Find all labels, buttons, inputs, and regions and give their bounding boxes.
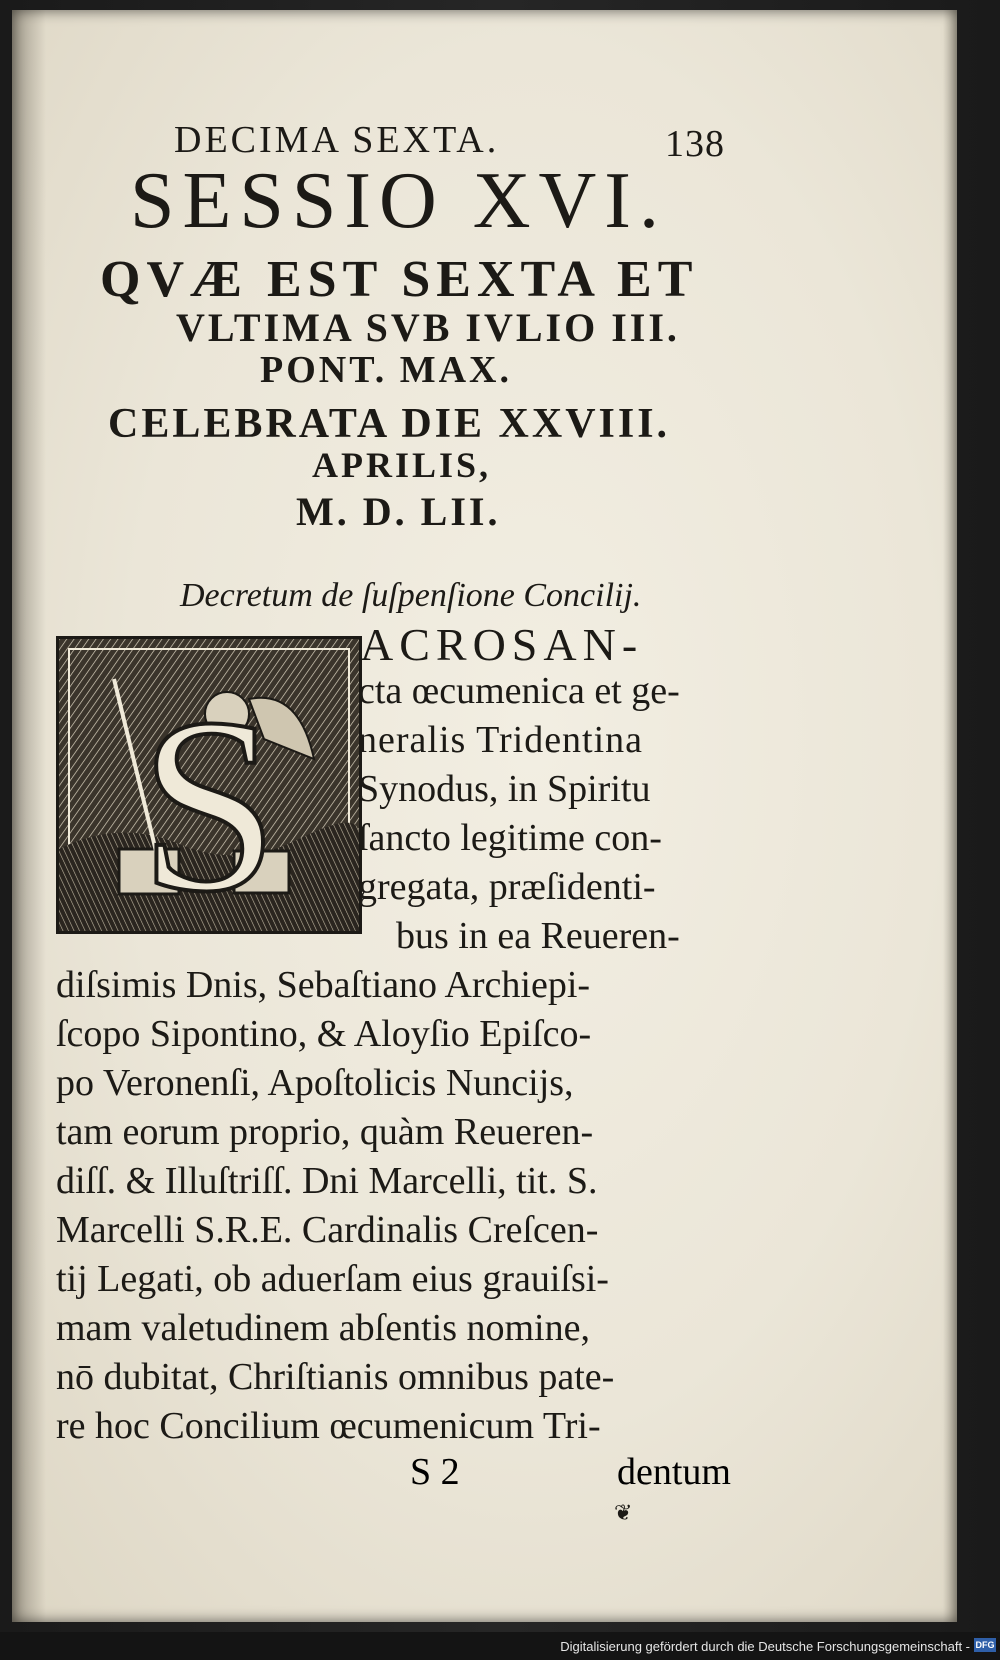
body-line: neralis Tridentina — [358, 719, 644, 761]
decree-heading: Decretum de ſuſpenſione Concilij. — [180, 577, 642, 614]
body-line: ACROSAN- — [360, 619, 644, 670]
initial-letter: S — [139, 667, 279, 931]
subtitle-line-2: VLTIMA SVB IVLIO III. — [176, 305, 680, 350]
book-page — [12, 10, 957, 1622]
body-line: cta œcumenica et ge- — [358, 670, 680, 712]
signature-mark: S 2 — [410, 1451, 460, 1493]
digitization-credit: Digitalisierung gefördert durch die Deutsche Forschungsgemeinschaft - — [560, 1639, 970, 1654]
woodcut-illustration — [59, 639, 359, 931]
ornament-icon: ❦ — [614, 1500, 633, 1525]
body-line: ſcopo Sipontino, & Aloyſio Epiſco- — [56, 1013, 592, 1055]
subtitle-line-3: PONT. MAX. — [260, 349, 512, 391]
body-line: po Veronenſi, Apoſtolicis Nuncijs, — [56, 1062, 574, 1104]
running-head: DECIMA SEXTA. — [174, 119, 500, 161]
body-line: tam eorum proprio, quàm Reueren- — [56, 1111, 594, 1153]
body-line: nō dubitat, Chriſtianis omnibus pate- — [56, 1356, 615, 1398]
subtitle-line-6: M. D. LII. — [296, 489, 501, 534]
body-line: re hoc Concilium œcumenicum Tri- — [56, 1405, 601, 1447]
body-line: gregata, præſidenti- — [358, 866, 656, 908]
dfg-logo: DFG — [975, 1640, 995, 1650]
decorated-initial — [56, 636, 362, 934]
body-line: Marcelli S.R.E. Cardinalis Creſcen- — [56, 1209, 599, 1251]
page-edge — [943, 10, 957, 1622]
body-line: Synodus, in Spiritu — [358, 768, 651, 810]
body-line: ſancto legitime con- — [358, 817, 662, 859]
body-line: tij Legati, ob aduerſam eius grauiſsi- — [56, 1258, 609, 1300]
catchword: dentum — [617, 1451, 731, 1493]
session-title: SESSIO XVI. — [130, 157, 667, 245]
page-number: 138 — [665, 123, 725, 165]
body-line: bus in ea Reueren- — [396, 915, 680, 957]
body-line: diſſ. & Illuſtriſſ. Dni Marcelli, tit. S. — [56, 1160, 598, 1202]
subtitle-line-1: QVÆ EST SEXTA ET — [100, 251, 699, 308]
page-spine-shadow — [12, 10, 46, 1622]
subtitle-line-5: APRILIS, — [312, 445, 492, 485]
body-line: mam valetudinem abſentis nomine, — [56, 1307, 590, 1349]
body-line: diſsimis Dnis, Sebaſtiano Archiepi- — [56, 964, 591, 1006]
subtitle-line-4: CELEBRATA DIE XXVIII. — [108, 401, 671, 447]
digitization-footer — [0, 1632, 1000, 1660]
